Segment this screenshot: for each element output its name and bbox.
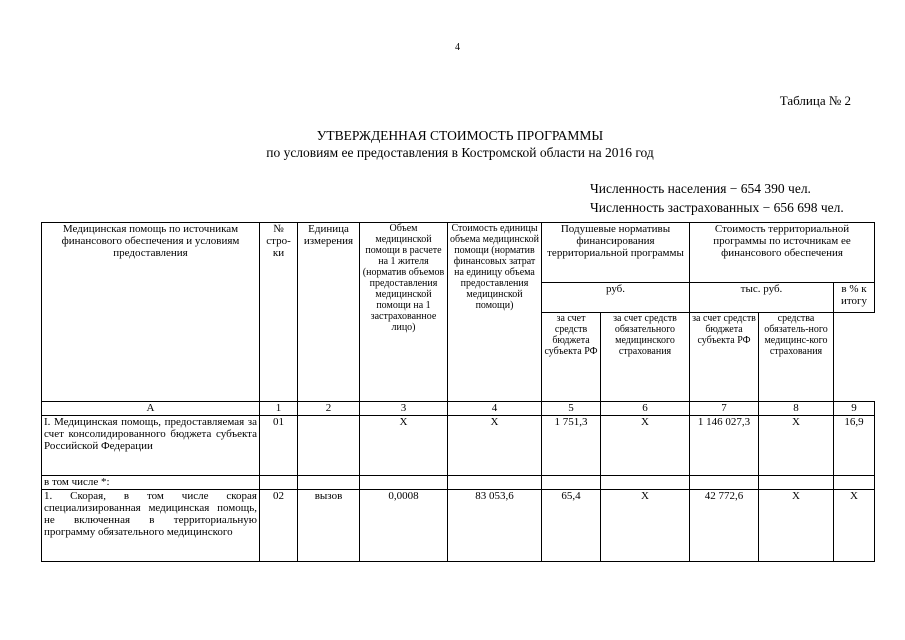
row-cost-oms: Х [759,416,834,476]
title-line-1: УТВЕРЖДЕННАЯ СТОИМОСТЬ ПРОГРАММЫ [316,128,604,143]
header-norm-oms: за счет средств обязательного медицинского страхования [601,313,690,402]
index-cell: 8 [759,402,834,416]
empty-cell [601,476,690,490]
row-line-number: 02 [260,490,298,562]
header-norm-budget: за счет средств бюджета субъекта РФ [542,313,601,402]
index-cell: 2 [298,402,360,416]
row-percent: Х [834,490,875,562]
index-cell: 5 [542,402,601,416]
row-line-number: 01 [260,416,298,476]
row-cost-budget: 42 772,6 [690,490,759,562]
index-cell: 1 [260,402,298,416]
row-norm-budget: 1 751,3 [542,416,601,476]
page-number: 4 [455,42,460,53]
row-unit-cost: 83 053,6 [448,490,542,562]
row-cost-budget: 1 146 027,3 [690,416,759,476]
row-unit [298,416,360,476]
header-percent: в % к итогу [834,283,875,313]
document-title [0,127,905,161]
header-rub: руб. [542,283,690,313]
row-norm-oms: Х [601,490,690,562]
index-cell: 6 [601,402,690,416]
insured-count: Численность застрахованных − 656 698 чел. [590,200,844,215]
header-program-cost: Стоимость территориальной программы по источникам ее финансового обеспечения [690,223,875,283]
empty-cell [448,476,542,490]
header-care-type: Медицинская помощь по источникам финансового обеспечения и условиям предоставления [42,223,260,402]
row-unit: вызов [298,490,360,562]
empty-cell [260,476,298,490]
empty-cell [542,476,601,490]
table-label: Таблица № 2 [779,93,851,108]
table-row [42,490,875,562]
table-row [42,416,875,476]
index-cell: 3 [360,402,448,416]
row-percent: 16,9 [834,416,875,476]
header-cost-oms: средства обязатель-ного медицинс-кого страхования [759,313,834,402]
header-cost-budget: за счет средств бюджета субъекта РФ [690,313,759,402]
row-norm-budget: 65,4 [542,490,601,562]
program-cost-table [41,222,875,562]
row-norm-oms: Х [601,416,690,476]
row-cost-oms: Х [759,490,834,562]
empty-cell [834,476,875,490]
population-info [590,179,844,217]
header-thousand-rub: тыс. руб. [690,283,834,313]
empty-cell [360,476,448,490]
index-cell: 7 [690,402,759,416]
header-per-capita-norms: Подушевые нормативы финансирования территориальной программы [542,223,690,283]
row-volume: Х [360,416,448,476]
row-unit-cost: Х [448,416,542,476]
header-line-number: № стро-ки [260,223,298,402]
header-volume: Объем медицинской помощи в расчете на 1 жителя (норматив объемов предоставления медицинской помощи на 1 застрахованное лицо) [360,223,448,402]
index-cell: 4 [448,402,542,416]
index-cell: 9 [834,402,875,416]
index-cell: А [42,402,260,416]
row-volume: 0,0008 [360,490,448,562]
table-row [42,476,875,490]
header-unit-cost: Стоимость единицы объема медицинской помощи (норматив финансовых затрат на единицу объема предоставления медицинской помощи) [448,223,542,402]
index-row [42,402,875,416]
header-row-1 [42,223,875,283]
population-count: Численность населения − 654 390 чел. [590,181,811,196]
row-name: в том числе *: [42,476,260,490]
empty-cell [759,476,834,490]
row-name: 1. Скорая, в том числе скорая специализированная медицинская помощь, не включенная в территориальную программу обязательного медицинского [42,490,260,562]
header-unit: Единица измерения [298,223,360,402]
empty-cell [298,476,360,490]
empty-cell [690,476,759,490]
title-line-2: по условиям ее предоставления в Костромской области на 2016 год [266,145,654,160]
row-name: I. Медицинская помощь, предоставляемая за счет консолидированного бюджета субъекта Российской Федерации [42,416,260,476]
